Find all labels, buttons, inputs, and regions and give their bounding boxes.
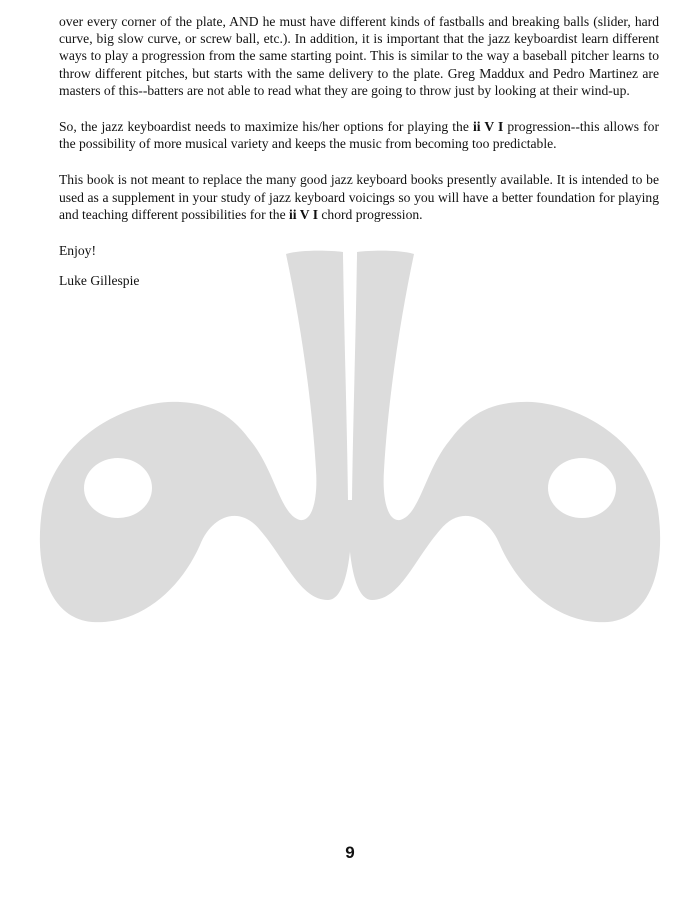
paragraph-closing <box>59 242 659 259</box>
paragraph-text: This book is not meant to replace the many good jazz keyboard books presently available. It is intended to be used as a supplement in your study of jazz keyboard voicings so you will have a better foundation for playing and teaching different possibilities for the <box>59 172 659 222</box>
paragraph-signature <box>59 272 659 289</box>
paragraph-book-purpose <box>59 171 659 223</box>
document-body <box>59 13 659 308</box>
closing-text: Enjoy! <box>59 243 96 259</box>
progression-emphasis: ii V I <box>289 206 318 222</box>
paragraph-maximize-options <box>59 118 659 152</box>
progression-emphasis: ii V I <box>472 119 504 135</box>
author-name: Luke Gillespie <box>59 273 140 289</box>
paragraph-text: So, the jazz keyboardist needs to maximize his/her options for playing the <box>59 119 473 135</box>
page-number: 9 <box>345 843 355 862</box>
paragraph-text: chord progression. <box>318 206 423 222</box>
paragraph-text: over every corner of the plate, AND he must have different kinds of fastballs and breaking balls (slider, hard curve, big slow curve, or screw ball, etc.). In addition, it is important that the jazz keyboardist learn different ways to play a progression from the same starting point. This is similar to the way a baseball pitcher learns to throw different pitches, but starts with the same delivery to the plate. Greg Maddux and Pedro Martinez are masters of this--batters are not able to read what they are going to throw just by looking at their wind-up. <box>59 14 659 98</box>
paragraph-text: progression--this allows for the possibility of more musical variety and keeps the music from becoming too predictable. <box>59 119 659 152</box>
paragraph-pitching-analogy <box>59 13 659 99</box>
